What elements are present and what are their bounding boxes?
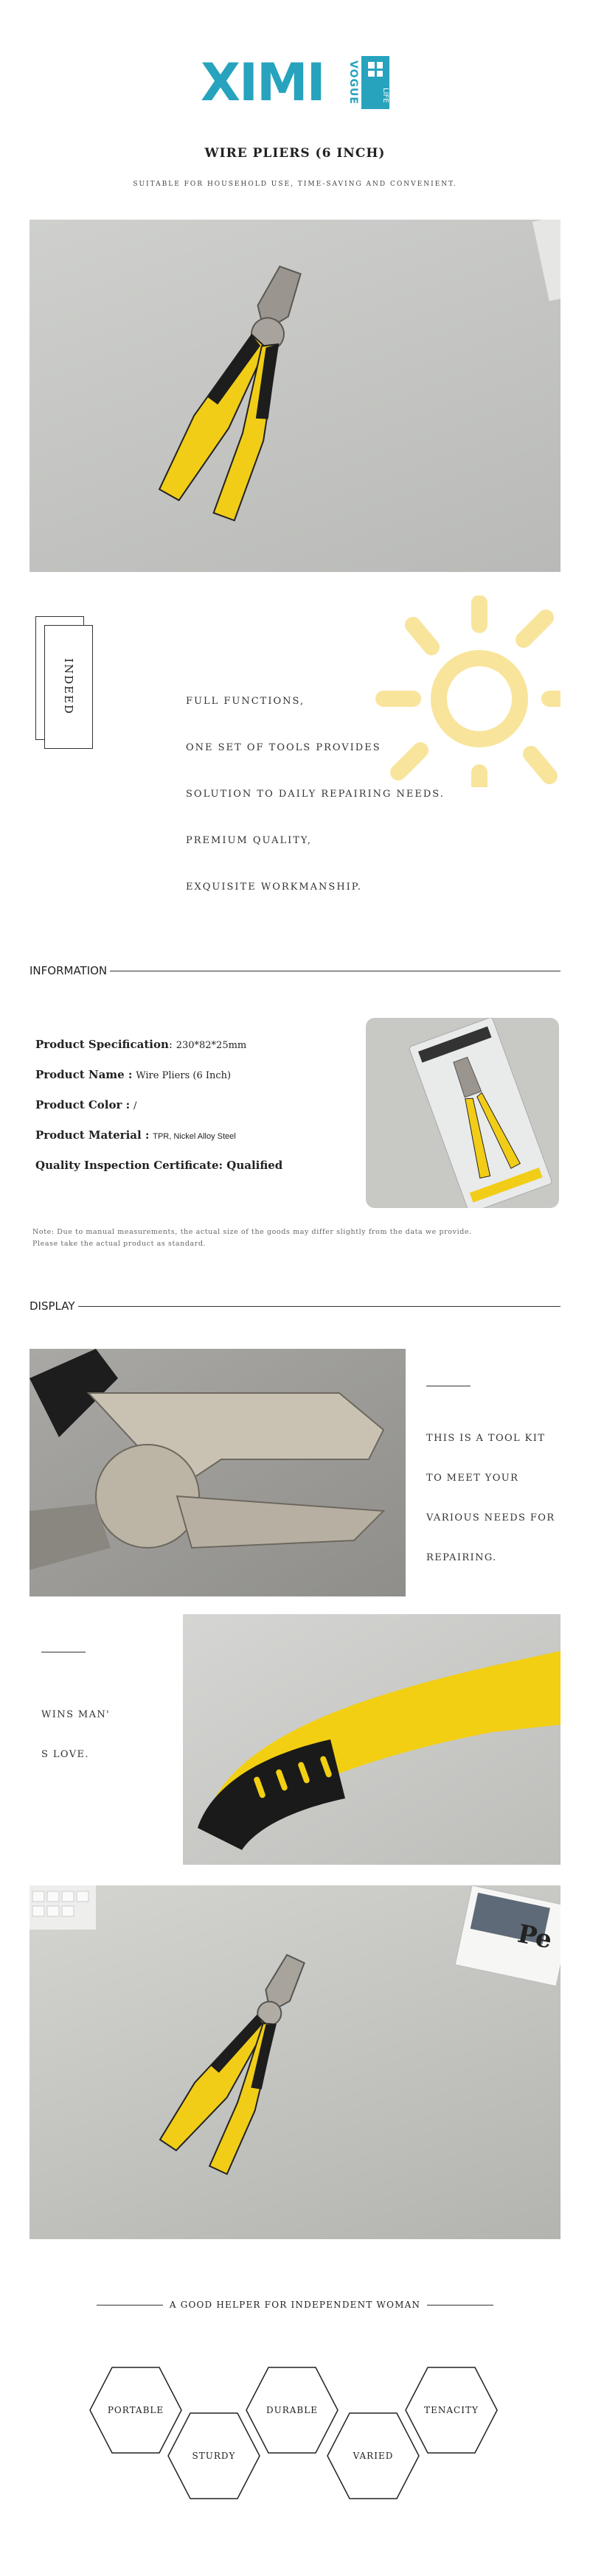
hex-durable: [245, 2366, 339, 2454]
display-line: WINS MAN': [41, 1709, 111, 1720]
information-section-header: [30, 963, 560, 978]
product-subtitle: SUITABLE FOR HOUSEHOLD USE, TIME-SAVING AND CONVENIENT.: [133, 181, 457, 188]
brand-box: [361, 56, 389, 109]
spec-row-color: [35, 1098, 345, 1111]
note-line: Note: Due to manual measurements, the actual size of the goods may differ slightly from the data we provide.: [32, 1228, 472, 1236]
display-line: THIS IS A TOOL KIT: [426, 1433, 546, 1444]
feature-item: ONE SET OF TOOLS PROVIDES: [186, 742, 381, 753]
display-line: TO MEET YOUR: [426, 1473, 519, 1484]
name-value: Wire Pliers (6 Inch): [136, 1070, 232, 1081]
pliers-illustration: [30, 220, 560, 572]
feature-item: SOLUTION TO DAILY REPAIRING NEEDS.: [186, 789, 445, 800]
note-line: Please take the actual product as standard.: [32, 1240, 206, 1248]
spec-label: Product Specification: [35, 1038, 169, 1051]
feature-item: PREMIUM QUALITY,: [186, 835, 312, 846]
spec-row-name: [35, 1068, 345, 1081]
brand-logo: [201, 52, 389, 114]
display-heading: DISPLAY: [30, 1299, 78, 1313]
spec-row-certificate: [35, 1159, 345, 1172]
brand-life: LIFE: [381, 87, 389, 103]
certificate-label: Quality Inspection Certificate: Qualified: [35, 1159, 283, 1172]
divider-line: [427, 2305, 493, 2306]
display-line: S LOVE.: [41, 1749, 89, 1760]
hex-label: PORTABLE: [107, 2405, 164, 2415]
spec-sep: :: [168, 1038, 173, 1051]
hex-tenacity: [404, 2366, 499, 2454]
display-section-header: [30, 1299, 560, 1313]
display-photo-desk-scene: [30, 1885, 560, 2239]
spec-value: 230*82*25mm: [176, 1040, 247, 1051]
display-photo-jaw-closeup: [30, 1349, 406, 1596]
hex-label: TENACITY: [424, 2405, 479, 2415]
hex-label: STURDY: [192, 2451, 236, 2461]
feature-item: EXQUISITE WORKMANSHIP.: [186, 882, 363, 893]
display-photo-handle-closeup: [183, 1614, 560, 1865]
color-label: Product Color :: [35, 1098, 131, 1111]
hex-label: DURABLE: [266, 2405, 318, 2415]
brand-name: XIMI: [201, 52, 324, 113]
spec-row-specification: [35, 1038, 345, 1051]
measurement-note: [32, 1226, 563, 1250]
display-line: REPAIRING.: [426, 1552, 497, 1563]
divider-line: [97, 2305, 163, 2306]
material-label: Product Material :: [35, 1128, 150, 1142]
book-cover-text: Pe: [515, 1919, 555, 1955]
name-label: Product Name :: [35, 1068, 133, 1081]
window-icon: [368, 62, 383, 77]
display-text-block-1: [426, 1419, 555, 1578]
feature-list: [186, 678, 496, 910]
feature-item: FULL FUNCTIONS,: [186, 696, 305, 707]
hex-label: VARIED: [353, 2451, 394, 2461]
packaging-photo: [366, 1018, 559, 1208]
product-title: WIRE PLIERS (6 INCH): [204, 146, 386, 161]
spec-row-material: [35, 1128, 345, 1142]
brand-vogue: VOGUE: [347, 60, 359, 105]
helper-tagline: [0, 2300, 590, 2310]
display-text-block-2: [41, 1695, 110, 1775]
information-heading: INFORMATION: [30, 964, 110, 977]
indeed-label: INDEED: [62, 658, 75, 716]
color-value: /: [133, 1100, 137, 1111]
hero-product-photo: [30, 220, 560, 572]
material-value: TPR, Nickel Alloy Steel: [153, 1132, 236, 1141]
display-line: VARIOUS NEEDS FOR: [426, 1512, 555, 1523]
helper-text: A GOOD HELPER FOR INDEPENDENT WOMAN: [169, 2300, 421, 2310]
